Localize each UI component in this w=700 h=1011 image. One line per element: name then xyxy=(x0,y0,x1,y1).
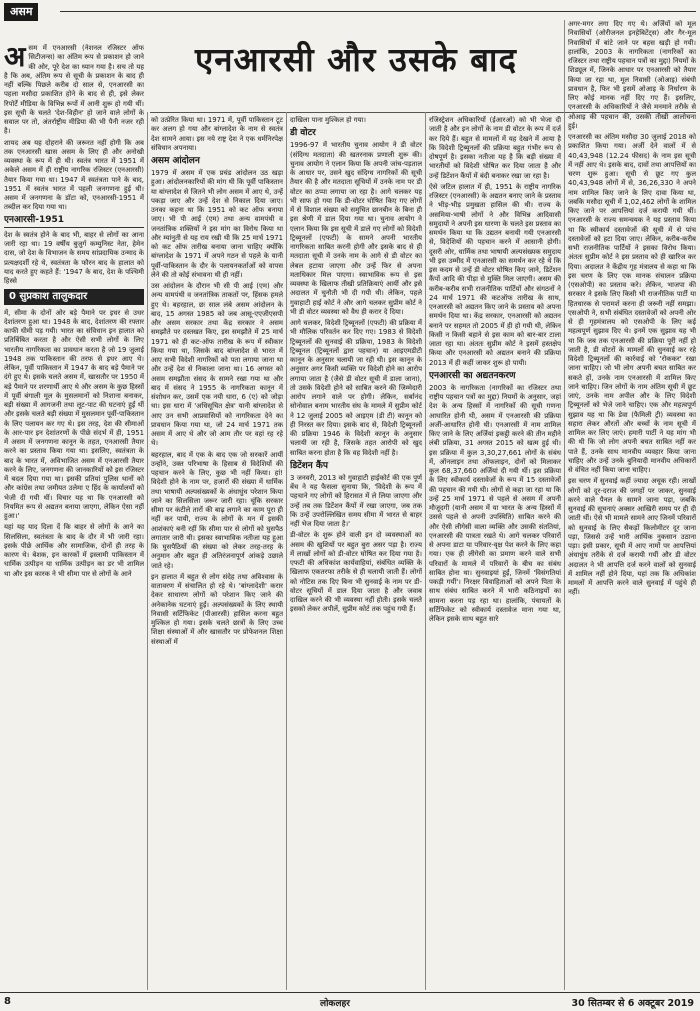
article-headline: एनआरसी और उसके बाद xyxy=(194,40,517,79)
column-divider xyxy=(425,112,426,990)
lead-paragraph-2: शायद अब यह दोहराने की जरूरत नहीं होगी कि अब तक एनआरसी खास असम के लिए ही और अनोखी व्यवस्था के रूप में ही थी। स्वतंत्र भारत में 1951 में अकेले असम में ही राष्ट्रीय नागरिक रजिस्टर (एनआरसी) तैयार किया गया था। 1947 में स्वतंत्रता पाने के बाद, 1951 में स्वतंत्र भारत में पहली जनगणना हुई थी। असम में जनगणना के डॉटा को, एनआरसी-1951 में तब्दील कर दिया गया था। xyxy=(4,138,144,212)
subheading-nrc-1951: एनआरसी-1951 xyxy=(4,216,144,228)
nrc-1951-text: देश के स्वतंत्र होने के बाद भी, बाहर से लोगों का आना जारी रहा था। 19 वर्षीय बुजुर्ग कम्युनिस्ट नेता, हेमेन दास, जो देश के विभाजन के समय सांप्रदायिक उन्माद के प्रत्यक्षदर्शी रहे थे, स्वतंत्रता के फौरन बाद के हालात को याद करते हुए कहते हैं: '1947 के बाद, देश के पश्चिमी हिस्से xyxy=(4,230,144,285)
col5-p3: इस चरण में सुनवाई कहीं ज्यादा अचूक रही। लाखों लोगों को दूर-दराज की जगहों पर जाकर, सुनवाई करने वाले पैनल के सामने जाना पड़ा, जबकि सुनवाई की सूचनाएं अक्सर आखिरी समय पर ही दी जाती थीं। ऐसे भी मामले सामने आए जिनमें परिवारों को सुनवाई के लिए सैकड़ों किलोमीटर दूर जाना पड़ा, जिससे उन्हें भारी आर्थिक नुकसान उठाना पड़ा। इसी प्रकार, सूची में आए नामों पर आपत्तियां अंधाधुंध तरीके से दर्ज करायी गयीं और डी वोटर अदालत ने भी आपत्ति दर्ज करने वालों को सुनवाई में शामिल नहीं होने दिया, यहां तक कि अधिकांश मामलों में आपत्ति करने वाले सुनवाई में पहुंचे ही नहीं। xyxy=(568,477,696,597)
section-header-bar xyxy=(0,0,700,22)
col3-p1: 1996-97 में भारतीय चुनाव आयोग ने डी वोटर (संदिग्ध मतदाता) की खतरनाक प्रणाली शुरू की। चुनाव आयोग ने एलान किया कि अपनी जांच-पड़ताल के आधार पर, उसने खुद संदिग्ध नागरिकों की सूची तैयार की है और मतदाता सूचियों में उनके नाम पर डी वोटर का ठप्पा लगाया जा रहा है। आगे चलकर यह भी साफ हो गया कि डी-वोटर घोषित किए गए लोगों में से विशाल संख्या को समुचित छानबीन के बिना ही इस श्रेणी में डाल दिया गया था। चुनाव आयोग ने एलान किया कि इस सूची में डाले गए लोगों को विदेशी ट्रिब्यूनलों (एफटी) के सामने अपनी भारतीय नागरिकता साबित करनी होगी और इसके बाद से ही मतदाता सूची में उनके नाम के आगे से डी वोटर का लेबल हटाया जाएगा और उन्हें फिर से अपना मताधिकार मिल पाएगा। स्वाभाविक रूप से इस व्यवस्था के खिलाफ तीखी प्रतिक्रियाएं आयीं और इसे अदालत में चुनौती भी दी गयी थी। लेकिन, पहले गुवाहाटी हाई कोर्ट ने और आगे चलकर सुप्रीम कोर्ट ने भी डी वोटर व्यवस्था को वैध ही करार दे दिया। xyxy=(290,141,422,316)
subheading-detention-camp: डिटेंशन कैंप xyxy=(290,460,328,471)
dropcap-letter: अ xyxy=(4,44,26,73)
col2-p3: उस आंदोलन के दौरान भी सी पी आई (एम) और अन्य वामपंथी व जनतांत्रिक ताकतों पर, हिंसक हमले हुए थे। बहरहाल, छः साल लंबे असम आंदोलन के बाद, 15 अगस्त 1985 को जब आसू-एएजीएसपी और असम सरकार तथा केंद्र सरकार ने असम समझौते पर दस्तखत किए, इस समझौते में 25 मार्च 1971 को ही कट-ऑफ तारीख के रूप में स्वीकार किया गया था, जिसके बाद बांग्लादेश से भारत में आए सभी विदेशी नागरिकों को पता लगाया जाना था और उन्हें देश से निकाला जाना था। 16 अगस्त को असम समझौता संसद के सामने रखा गया था और बाद में संसद ने 1955 के नागरिकता कानून में संशोधन कर, उसमें एक नयी धारा, 6 (ए) को जोड़ा था। इस धारा में 'अधिसूचित क्षेत्र' यानी बांग्लादेश से आए उन सभी आप्रवासियों को नागरिकता देने का प्रावधान किया गया था, जो 24 मार्च 1971 तक असम में आए थे और जो आम तौर पर वहां रह रहे थे। xyxy=(151,282,283,448)
subheading-d-voter: डी वोटर xyxy=(290,128,316,139)
column-1 xyxy=(4,44,144,990)
author-byline: 0 सुप्रकाश तालुकदार xyxy=(4,289,144,304)
col3-p0: दाखिला पाना मुश्किल हो गया। xyxy=(290,116,367,124)
box-text-2: यहां यह याद दिला दें कि बाहर से लोगों के आने का सिलसिला, स्वतंत्रता के बाद के दौर में भी जारी रहा। इसके पीछे आर्थिक और सामाजिक, दोनों ही तरह के कारण थे। बेशक, इन कारकों में इस्लामी पाकिस्तान में धार्मिक उत्पीड़न या धार्मिक उत्पीड़न का डर भी शामिल था और इस कारक ने भी सीमा पार से लोगों के आने xyxy=(4,523,144,578)
header-rule xyxy=(60,11,696,12)
col2-p1: को उत्प्रेरित किया था। 1971 में, पूर्वी पाकिस्तान टूट कर अलग हो गया और बांग्लादेश के नाम से स्वतंत्र देश सामने आया। इस नये राष्ट्र देश ने एक धर्मनिरपेक्ष संविधान अपनाया। xyxy=(151,116,283,152)
col2-p2: 1979 में असम में एक प्रचंड आंदोलन उठ खड़ा हुआ। आंदोलनकारियों की मांग थी कि पूर्वी पाकिस्तान या बांग्लादेश से जितने भी लोग असम में आए थे, उन्हें पकड़ा जाए और उन्हें देश से निकाल दिया जाए। उनका कहना था कि 1951 को कट ऑफ बनाया जाए। भी पी आई (एम) तथा अन्य वामपंथी व जनतांत्रिक शक्तियों ने इस मांग का विरोध किया था और म्यांनुती से यह राय रखी थी कि 25 मार्च 1971 को कट ऑफ तारीख बनाया जाना चाहिए क्योंकि बांग्लादेश के 1971 में अपने गठन से पहले के यानी पूर्वी-पाकिस्तान के दौर के पलायनकर्ताओं को वापस लेने की तो कोई संभावना थी ही नहीं। xyxy=(151,169,283,279)
subheading-assam-movement: असम आंदोलन xyxy=(151,156,200,166)
column-5 xyxy=(568,20,696,990)
col3-p4: डी-वोटर के शुरू होने वाली इन दो व्यवस्थाओं का असम की खुशियों पर बहुत बुरा असर पड़ा है। राज्य में लाखों लोगों को डी-वोटर घोषित कर दिया गया है। एफटी की अधिकांश कार्यवाहियां, संबंधित व्यक्ति के खिलाफ एकतरफा तरीके से ही चलायी जाती हैं। लोगों को नोटिस तक दिए बिना भी सुनवाई के नाम पर डी-वोटर सूचियों में डाल दिया जाता है और जवाब दाखिल करने की भी व्यवस्था नहीं होती। इसके चलते इसको लेकर अपीलें, सुप्रीम कोर्ट तक पहुंच गयी हैं। xyxy=(290,531,422,614)
section-tag: असम xyxy=(4,3,38,21)
lead-paragraph xyxy=(4,44,144,137)
col4-p2: ऐसे जटिल हालात में ही, 1951 के राष्ट्रीय नागरिक रजिस्टर (एनआरसी) के अद्यतन बनाए जाने के प्रस्ताव ने भीड़-भीड़ प्रमुखता हासिल की थी। राज्य के असमिया-भाषी लोगों ने और विभिन्न आदिवासी समुदायों ने अपनी इस धारणा के चलते इस प्रस्ताव का समर्थन किया था कि उद्यतन बनायी गयी एनआरसी से, विदेशियों की पहचान करने में आसानी होगी। दूसरी ओर, धार्मिक तथा भाषायी अल्पसंख्यक समुदाय भी इस उम्मीद में एनआरसी का समर्थन कर रहे थे कि इस कदम से उन्हें डी वोटर घोषित किए जाने, डिटेंशन कैंपों आदि की पीड़ा से मुक्ति मिल जाएगी। असम की करीब-करीब सभी राजनीतिक पार्टियों और संगठनों ने 24 मार्च 1971 की कटऑफ तारीख के साथ, एनआरसी को अद्यतन किए जाने के प्रस्ताव को अपना समर्थन दिया था। केंद्र सरकार, एनआरसी को अद्यतन बनाने पर सहमत तो 2005 में ही हो गयी थी, लेकिन किसी न किसी बहाने से इस काम को बार-बार टाला जाता रहा था। अंततः सुप्रीम कोर्ट ने इसमें हस्तक्षेप किया और एनआरसी को अद्यतन बनाने की प्रक्रिया 2013 में ही कहीं जाकर शुरू हो पायी। xyxy=(429,182,561,367)
col2-p5: इन हालात में बहुत से लोग संदेह तथा अविश्वास के वातावरण में संचालित हो रहे थे। 'बांग्लादेशी' करार देकर साधारण लोगों को परेशान किए जाने की अनेकानेक घटनाएं हुईं। अल्पसंख्यकों के लिए स्थायी निवासी सर्टिफिकेट (पीआरसी) हासिल करना बहुत मुश्किल हो गया। इसके चलते छात्रों के लिए उच्च शिक्षा संस्थाओं में और खासतौर पर प्रोफेशनल शिक्षा संस्थाओं में xyxy=(151,572,283,646)
col4-p3: 2003 के नागरिकता (नागरिकों का रजिस्टर तथा राष्ट्रीय पहचान पत्रों का मुद्दा) नियमों के अनुसार, जहां देश के अन्य हिस्सों में नागरिकों की सूची गणना आधारित होनी थी, असम में एनआरसी की प्रक्रिया अर्जी-आधारित होनी थी। एनआरसी में नाम शामिल किए जाने के लिए अर्जियां इकट्ठी करने की तीन महीने लंबी प्रक्रिया, 31 अगस्त 2015 को खत्म हुई थी। इस प्रक्रिया में कुल 3,30,27,661 लोगों के संबंध में, ऑनलाइन तथा ऑफलाइन, दोनों को मिलाकर कुल 68,37,660 अर्जियां दी गयी थीं। इस प्रक्रिया के लिए स्वीकार्य दस्तावेजों के रूप में 15 दस्तावेजों की पहचान की गयी थी। लोगों से कहा जा रहा था कि उन्हें 25 मार्च 1971 से पहले से असम में अपनी मौजूदगी (यानी असम में या भारत के अन्य हिस्सों में उससे पहले से अपनी उपस्थिति) साबित करने की और ऐसी लीगेसी वाला व्यक्ति और उसकी संततियां, एनआरसी की पात्रता रखते थे। आगे चलकर परिवारों से अपना डाटा या परिवार-वृक्ष पेश करने के लिए कहा गया। एक ही लीगेसी का प्रमाण करने वाले सभी परिवारों के मामले में परिवारों के बीच का संबंध साबित होना था। सुनवाइयां हुईं, जिनमें 'विसंगतियां पकड़ी गयीं'। निरक्षर विवाहिताओं को अपने पिता के साथ संबंध साबित करने में भारी कठिनाइयों का सामना करना पड़ रहा था। हालांकि, पंचायतों के सर्टिफिकेट को स्वीकार्य दस्तावेज माना गया था, लेकिन इसके साथ बहुत सारे xyxy=(429,383,561,623)
column-divider xyxy=(564,20,565,990)
page-footer xyxy=(0,992,700,1011)
column-4 xyxy=(429,116,561,990)
column-divider xyxy=(286,112,287,990)
box-text: में, सीमा के दोनों ओर बड़े पैमाने पर इधर से उधर देशांतरण हुआ था। 1948 के बाद, देशांतरण की रफ्तार काफी धीमी पड़ गयी। भारत का संविधान इन हालात को प्रतिबिंबित करता है और ऐसी सभी लोगों के लिए भारतीय नागरिकता का प्रावधान करता है जो 19 जुलाई 1948 तक पाकिस्तान की तरफ से इधर आए थे। लेकिन, पूर्वी पाकिस्तान में 1947 के बाद बड़े पैमाने पर दंगे हुए थे। इसके चलते असम में, खासतौर पर 1950 में बड़े पैमाने पर शरणार्थी आए थे और असम के कुछ हिस्सों में पूर्वी बंगाली मूल के मुसलमानों को निशाना बनाकर, बड़ी संख्या में आगजनी तथा लूट-पाट की घटनाएं हुईं थीं और इसके चलते बड़ी संख्या में मुसलमान पूर्वी-पाकिस्तान के लिए पलायन कर गए थे। इस तरह, देश की सीमाओं के आर-पार इन देशांतरणों के पीछे संदर्भ में ही, 1951 में असम में जनगणना कानून के तहत, एनआरसी तैयार करने का प्रस्ताव किया गया था। इसलिए, स्वतंत्रता के बाद के भारत में, अविभाजित असम में एनआरसी तैयार करने के लिए, जनगणना की जानकारियों को इस रजिस्टर में बदल दिया गया था। इसकी प्रतियां पुलिस थानों को और कांग्रेस तथा जमीयत उलेमा ए हिंद के कार्यालयों को भेजी दी गयी थीं। विचार यह था कि एनआरसी को नियमित रूप से अद्यतन बनाया जाएगा, लेकिन ऐसा नहीं हुआ।' xyxy=(4,308,144,520)
col4-p1: रजिस्ट्रेशन अधिकारियों (ईआरओ) को भी भेजा दी जाती है और इन लोगों के नाम डी वोटर के रूप में दर्ज कर दिये हैं। बहुत से मामलों में यह देखने में आया है कि विदेशी ट्रिब्यूनलों की प्रक्रिया बहुत गंभीर रूप से दोषपूर्ण है। इसका नतीजा यह है कि बड़ी संख्या में भारतीयों को विदेशी घोषित कर दिया जाता है और उन्हें डिटेंशन कैंपों में बंदी बनाकर रखा जा रहा है। xyxy=(429,116,561,180)
column-3 xyxy=(290,116,422,990)
col5-p1: अगर-मगर लगा दिए गए थे। अर्जियों को मूल निवासियों (ओरीजनल इनहेबिटेंट्स) और गैर-मूल निवासियों में बांटे जाने पर बहस खड़ी हो गयी। हालांकि, 2003 के नागरिकता (नागरिकों का रजिस्टर तथा राष्ट्रीय पहचान पत्रों का मुद्दा) नियमों के शिड्यूल में, जिनके आधार पर एनआरसी को तैयार किया जा रहा था, मूल निवासी (ओआइ) संबंधी प्रावधान है, फिर भी इसमें ओआइ के निर्धारण के लिए कोई मानक नहीं दिए गए हैं। इसलिए, एनआरसी के अधिकारियों ने जैसे मनमाने तरीके से ओआइ की पहचान की, उसकी तीखी आलोचना हुई। xyxy=(568,20,696,130)
page-number: 8 xyxy=(4,996,11,1007)
subheading-nrc-update: एनआरसी का अद्यतनकरण xyxy=(429,370,516,381)
col3-p2: आगे चलकर, विदेशी ट्रिब्यूनलों (एफटी) की प्रक्रिया में भी मौलिक परिवर्तन कर दिए गए। 1983 से विदेशी ट्रिब्यूनलों की सुनवाई की प्रक्रिया, 1983 के विदेशी ट्रिब्यूनल (ट्रिब्यूनलों द्वारा पहचान) या आइएमडीटी कानून के अनुसार चलायी जा रही थी। इस कानून के अनुसार अगर किसी व्यक्ति पर विदेशी होने का आरोप लगाया जाता है (जैसे डी वोटर सूची में डाला जाना), तो उसके विदेशी होने को साबित करने की जिम्मेदारी आरोप लगाने वाले पर होगी। लेकिन, सर्बानंद सोनोवाल बनाम भारतीय संघ के मामले में सुप्रीम कोर्ट ने 12 जुलाई 2005 को आइएम (डी टी) कानून को ही निरस्त कर दिया। इसके बाद से, विदेशी ट्रिब्यूनलों की प्रक्रिया 1946 के विदेशी कानून के अनुसार चलायी जा रही है, जिसके तहत आरोपी को खुद साबित करना होता है कि वह विदेशी नहीं है। xyxy=(290,319,422,457)
col5-p2: एनआरसी का अंतिम मसौदा 30 जुलाई 2018 को प्रकाशित किया गया। अर्जी देने वालों में से 40,43,948 (12.24 फीसद) के नाम इस सूची में नहीं आए थे। इसके बाद, दावों तथा आपत्तियों का चरण शुरू हुआ। सूची से छूट गए कुल 40,43,948 लोगों में से, 36,26,330 ने अपने नाम शामिल किए जाने के लिए दावा किया था, जबकि मसौदा सूची में 1,02,462 लोगों के शामिल किए जाने पर आपत्तियां दर्ज करायी गयी थीं। एनआरसी के राज्य समन्वयक ने यह प्रस्ताव किया था कि स्वीकार्य दस्तावेजों की सूची में से पांच दस्तावेजों को हटा दिया जाए। लेकिन, करीब-करीब सभी राजनीतिक पार्टियों ने इसका विरोध किया। अंततः सुप्रीम कोर्ट ने इस प्रस्ताव को ही खारिज कर दिया। अदालत ने केंद्रीय गृह मंत्रालय से कहा था कि इस चरण के लिए एक मानक संचालन प्रक्रिया (एसओपी) का प्रस्ताव करे। लेकिन, भाजपा की सरकार ने इसके लिए किसी भी राजनीतिक पार्टी या हितधारक से परामर्श करना ही जरूरी नहीं समझा। एसओपी ने, सभी संबंधित दस्तावेजों को अपनी ओर से ही गृहमंत्रालय को एसओपी के लिए कई महत्वपूर्ण सुझाव दिए थे। इनमें एक सुझाव यह भी था कि जब तक एनआरसी की प्रक्रिया पूरी नहीं हो जाती है, डी वोटरों के मामलों की सुनवाई कर रहे विदेशी ट्रिब्यूनलों की कार्रवाई को 'रोककर' रखा जाना चाहिए। जो भी लोग अपनी बचत साबित कर सकते हों, उनके नाम एनआरसी में शामिल किए जाने चाहिए। जिन लोगों के नाम अंतिम सूची में छूट जाएं, उनके नाम अपील और के लिए विदेशी ट्रिब्यूनलों को भेजे जाने चाहिए। एक और महत्वपूर्ण सुझाव यह था कि डेवा (फैमिली ट्री) व्यवस्था का सहारा लेकर औरतों और बच्चों के नाम सूची में शामिल कर लिए जाएं। हमारी पार्टी ने यह मांग भी की थी कि जो लोग अपनी बचत साबित नहीं कर पाते हैं, उनके साथ मानवीय व्यवहार किया जाना चाहिए और उन्हें उनके बुनियादी मानवीय अधिकारों से वंचित नहीं किया जाना चाहिए। xyxy=(568,133,696,474)
issue-date: 30 सितम्बर से 6 अक्टूबर 2019 xyxy=(571,998,694,1009)
column-2 xyxy=(151,116,283,990)
publication-name: लोकलहर xyxy=(320,999,350,1009)
col3-p3: 3 जनवरी, 2013 को गुवाहाटी हाईकोर्ट की एक पूर्ण बेंच ने यह फैसला सुनाया कि, 'विदेशी के रूप में पहचाने गए लोगों को हिरासत में ले लिया जाएगा और उन्हें तब तक डिटेंशन कैंपों में रखा जाएगा, जब तक कि उन्हें उपरोल्लिखित समय सीमा में भारत से बाहर नहीं भेज दिया जाता है।' xyxy=(290,473,422,528)
column-divider xyxy=(147,112,148,990)
lead-text: सम में एनआरसी (नेशनल रजिस्टर ऑफ सिटीजन्स) का अंतिम रूप से प्रकाशन हो जाने की ओर, पूरे देश का ध्यान गया है। सच तो यह है कि अब, अंतिम रूप से सूची के प्रकाशन के बाद ही नहीं बल्कि पिछले करीब दो साल से, एनआरसी का पहला मसौदा प्रकाशित होने के बाद से ही, इसे लेकर रिपोर्टें मीडिया के विभिन्न रूपों में आनी शुरू हो गयी थीं। इस सूची के चलते 'देश-विहीन' हो जाने वाले लोगों के सवाल पर तो, अंतर्राष्ट्रीय मीडिया की भी पैनी नजर रही है। xyxy=(4,44,144,136)
col2-p4: बहरहाल, बाद में एक के बाद एक जो सरकारें आयीं उन्होंने, उक्त परिभाषा के हिसाब से विदेशियों की पहचान करने के लिए, कुछ भी नहीं किया। हां! विदेशी होने के नाम पर, हजारों की संख्या में धार्मिक तथा भाषायी अल्पसंख्यकों के अंधाधुंध परेशान किया जाने का सिलसिला जरूर जारी रहा। चूंकि सरकार सीमा पर कंटीले तारों की बाढ़ लगाने का काम पूरा ही नहीं कर पायी, राज्य के लोगों के मन में इसकी आशंकाएं बनी रहीं कि सीमा पार से लोगों को घुसपैठ लगातार जारी थी। इसका स्वाभाविक नतीजा यह हुआ कि घुसपैठियों की संख्या को लेकर तरह-तरह के अनुमान और बहुत ही अतिरंजनापूर्ण आंकड़े उछाले जाते रहे। xyxy=(151,450,283,570)
